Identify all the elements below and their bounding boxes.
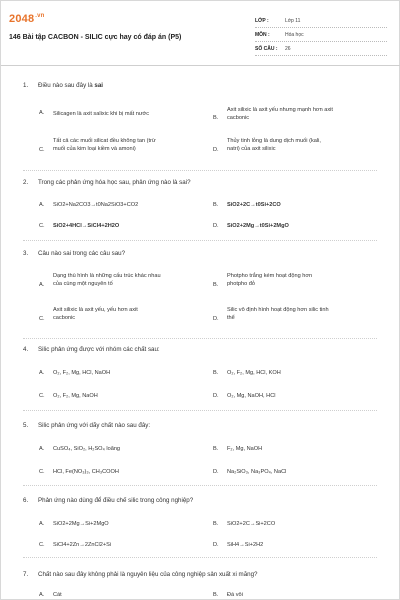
option-letter: C.: [39, 147, 45, 153]
option-text: SiH4→Si+2H2: [227, 542, 264, 548]
logo-name: 2048: [9, 13, 35, 25]
meta-label: SỐ CÂU :: [255, 46, 278, 52]
document-title: 146 Bài tập CACBON - SILIC cực hay có đáp án (P5): [9, 34, 182, 41]
option-text: Dạng thù hình là những cấu trúc khác nhau: [53, 273, 161, 279]
option-text: Photpho trắng kém hoạt động hơn: [227, 273, 313, 279]
option-letter: C.: [39, 223, 45, 229]
logo-suffix: .vn: [35, 13, 45, 19]
option-text: O₂, F₂, Mg, HCl, KOH: [227, 370, 281, 376]
option-text: Thủy tinh lỏng là dung dịch muối (kali,: [227, 138, 321, 144]
question-divider: [23, 485, 377, 486]
option-letter: C.: [39, 393, 45, 399]
option-text: Tất cả các muối silicat đều không tan (trừ: [53, 138, 156, 144]
option-text: Silicagen là axit salixic khi bị mất nước: [53, 111, 150, 117]
option-text: photpho đỏ: [227, 281, 255, 287]
option-letter: B.: [213, 592, 219, 598]
meta-subject: [255, 32, 395, 44]
option-letter: A.: [39, 282, 45, 288]
question-text: Phản ứng nào dùng để điều chế silic trong công nghiệp?: [38, 497, 194, 504]
option-letter: B.: [213, 115, 219, 121]
meta-value: Hóa học: [285, 32, 304, 38]
option-text: SiO2+2Mg→Si+2MgO: [53, 521, 109, 527]
option-text: O₂, F₂, Mg, NaOH: [53, 393, 98, 399]
option-letter: B.: [213, 521, 219, 527]
question-emphasis: sai: [94, 82, 104, 89]
question-text: Trong các phản ứng hóa học sau, phản ứng nào là sai?: [38, 179, 191, 186]
option-letter: C.: [39, 316, 45, 322]
question-text: Silic phản ứng với dãy chất nào sau đây:: [38, 422, 151, 429]
question-stem: [23, 497, 193, 504]
option-text: Silic vô định hình hoạt động hơn silic tinh: [227, 307, 329, 313]
option-letter: B.: [213, 446, 219, 452]
option-letter: A.: [39, 110, 45, 116]
meta-value: Lớp 11: [285, 18, 301, 24]
question-number: 5.: [23, 422, 29, 429]
option-text: Axit silixic là axit yếu nhưng mạnh hơn axit: [227, 107, 333, 113]
question-number: 3.: [23, 250, 29, 257]
option-text: SiO2+2Mg→t0Si+2MgO: [227, 223, 289, 229]
question-text: Điều nào sau đây là: [38, 82, 95, 89]
question-number: 6.: [23, 497, 29, 504]
meta-divider: [255, 55, 387, 56]
question-divider: [23, 557, 377, 558]
option-text: SiO2+Na2CO3→t0Na2SiO3+CO2: [53, 202, 139, 208]
option-letter: A.: [39, 446, 45, 452]
option-text: SiCl4+2Zn→2ZnCl2+Si: [53, 542, 112, 548]
document-header: [1, 1, 400, 65]
meta-class: [255, 18, 395, 30]
question-number: 1.: [23, 82, 29, 89]
question-divider: [23, 170, 377, 171]
question-divider: [23, 240, 377, 241]
question-text: Chất nào sau đây không phải là nguyên liệu của công nghiệp sản xuất xi măng?: [38, 571, 258, 578]
question-number: 2.: [23, 179, 29, 186]
question-stem: [23, 82, 103, 89]
meta-divider: [255, 41, 387, 42]
option-text: muối của kim loại kiềm và amoni): [53, 146, 136, 152]
option-letter: B.: [213, 370, 219, 376]
option-letter: D.: [213, 316, 219, 322]
option-text: F₂, Mg, NaOH: [227, 446, 263, 452]
meta-label: MÔN :: [255, 32, 270, 38]
option-text: HCl, Fe(NO₃)₃, CH₃COOH: [53, 469, 119, 475]
header-divider: [1, 65, 400, 66]
question-stem: [23, 571, 257, 578]
option-text: của cùng một nguyên tố: [53, 281, 113, 287]
site-logo[interactable]: [9, 13, 45, 25]
option-letter: A.: [39, 592, 45, 598]
meta-value: 26: [285, 46, 291, 52]
option-letter: D.: [213, 542, 219, 548]
question-divider: [23, 338, 377, 339]
meta-divider: [255, 27, 387, 28]
option-text: O₂, Mg, NaOH, HCl: [227, 393, 276, 399]
question-stem: [23, 346, 160, 353]
option-letter: D.: [213, 393, 219, 399]
option-letter: D.: [213, 223, 219, 229]
option-text: natri) của axit silixic: [227, 146, 276, 152]
meta-label: LỚP :: [255, 18, 269, 24]
option-text: Đá vôi: [227, 592, 243, 598]
option-text: Cát: [53, 592, 62, 598]
option-letter: A.: [39, 370, 45, 376]
question-text: Silic phản ứng được với nhóm các chất sau:: [38, 346, 160, 353]
option-letter: B.: [213, 282, 219, 288]
question-stem: [23, 422, 150, 429]
question-stem: [23, 179, 191, 186]
meta-question-count: [255, 46, 395, 58]
question-number: 4.: [23, 346, 29, 353]
question-divider: [23, 410, 377, 411]
option-text: O₂, F₂, Mg, HCl, NaOH: [53, 370, 111, 376]
question-stem: [23, 250, 125, 257]
option-text: SiO2+2C→t0Si+2CO: [227, 202, 281, 208]
option-letter: B.: [213, 202, 219, 208]
question-number: 7.: [23, 571, 29, 578]
option-letter: D.: [213, 147, 219, 153]
option-letter: D.: [213, 469, 219, 475]
option-text: cacbonic: [53, 315, 76, 321]
option-letter: C.: [39, 469, 45, 475]
option-text: cacbonic: [227, 115, 250, 121]
option-text: SiO2+4HCl→SiCl4+2H2O: [53, 223, 120, 229]
question-text: Câu nào sai trong các câu sau?: [38, 250, 126, 257]
option-text: CuSO₄, SiO₂, H₂SO₄ loãng: [53, 446, 121, 452]
option-text: Axit silixic là axit yếu, yếu hơn axit: [53, 307, 138, 313]
option-text: Na₂SiO₃, Na₃PO₄, NaCl: [227, 469, 287, 475]
option-text: SiO2+2C→Si+2CO: [227, 521, 276, 527]
option-text: thể: [227, 315, 235, 321]
option-letter: C.: [39, 542, 45, 548]
option-letter: A.: [39, 202, 45, 208]
option-letter: A.: [39, 521, 45, 527]
